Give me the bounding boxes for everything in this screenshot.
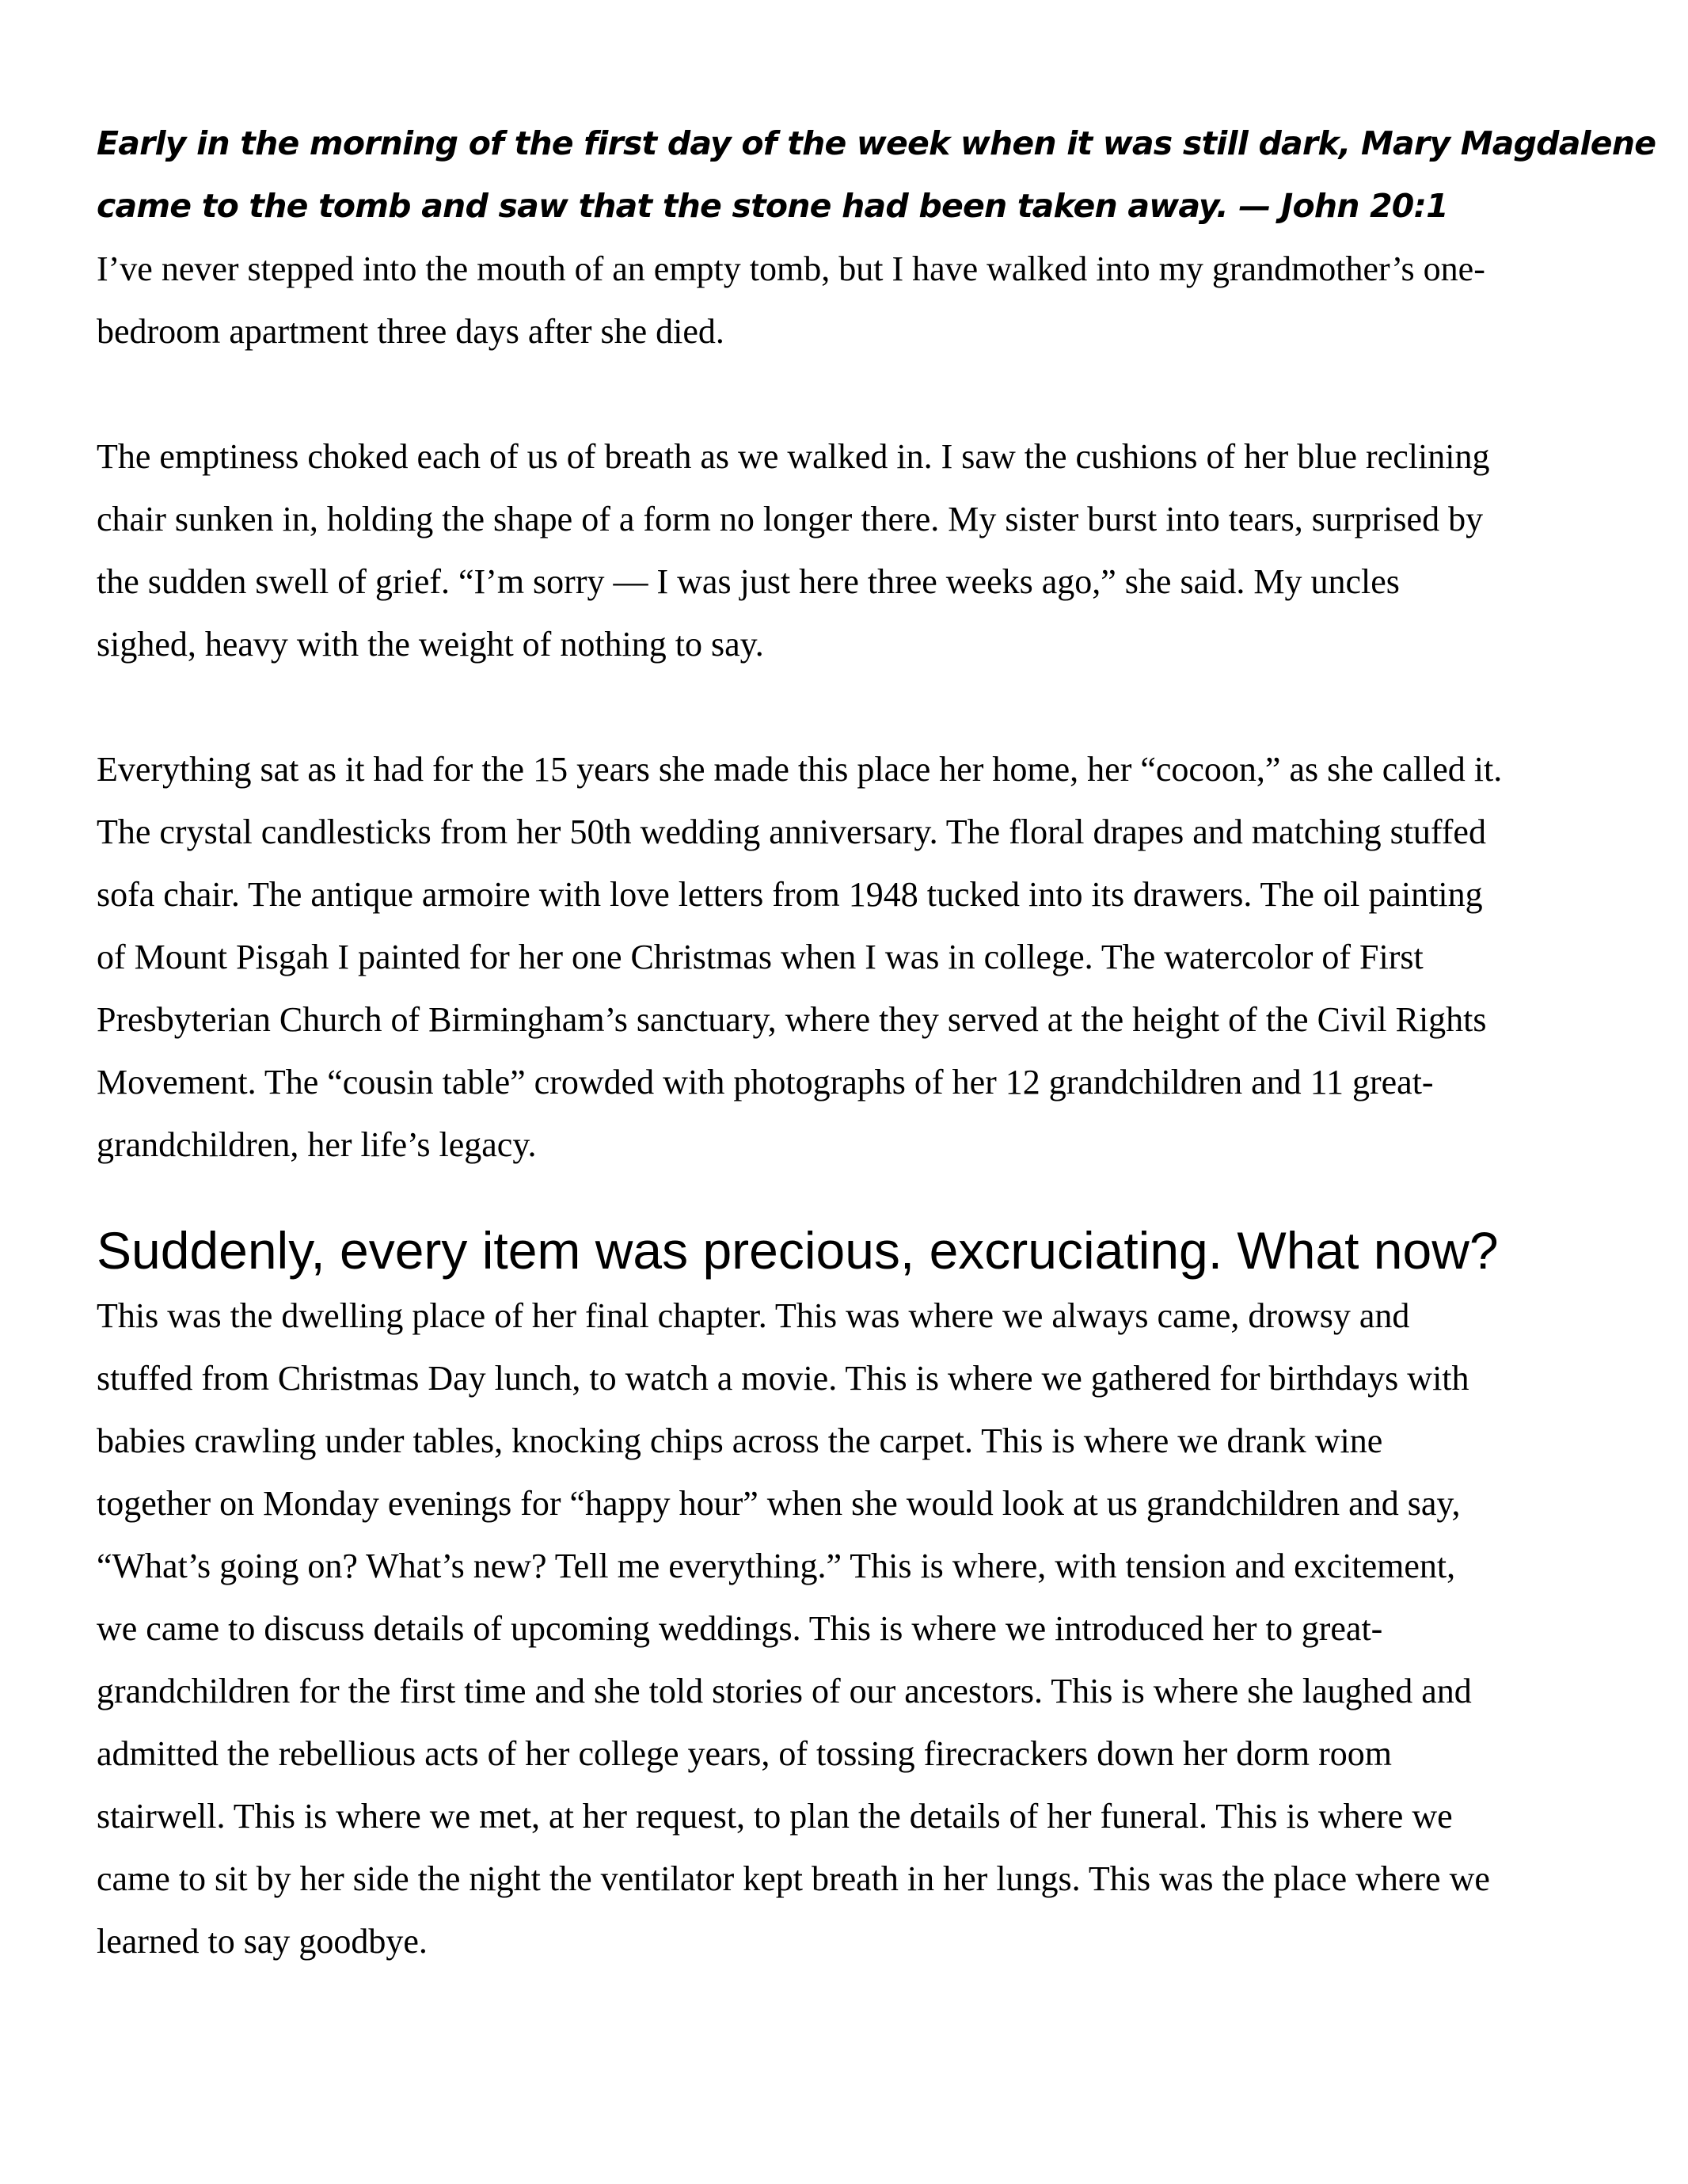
epigraph-line: came to the tomb and saw that the stone had been taken away. — John 20:1 bbox=[97, 187, 1448, 225]
text-line: admitted the rebellious acts of her college years, of tossing firecrackers down her dorm room bbox=[97, 1734, 1392, 1773]
paragraph-dwelling-place bbox=[97, 1284, 1601, 1973]
text-line: learned to say goodbye. bbox=[97, 1922, 428, 1961]
text-line: of Mount Pisgah I painted for her one Christmas when I was in college. The watercolor of First bbox=[97, 938, 1424, 976]
text-line: sighed, heavy with the weight of nothing to say. bbox=[97, 625, 764, 664]
text-line: Presbyterian Church of Birmingham’s sanctuary, where they served at the height of the Civil Rights bbox=[97, 1000, 1487, 1039]
text-line: Everything sat as it had for the 15 years she made this place her home, her “cocoon,” as she called it. bbox=[97, 750, 1503, 789]
text-line: together on Monday evenings for “happy hour” when she would look at us grandchildren and say, bbox=[97, 1484, 1461, 1523]
text-line: The emptiness choked each of us of breath as we walked in. I saw the cushions of her blue reclining bbox=[97, 437, 1490, 476]
section-heading: Suddenly, every item was precious, excruciating. What now? bbox=[97, 1221, 1499, 1280]
text-line: sofa chair. The antique armoire with love letters from 1948 tucked into its drawers. The oil painting bbox=[97, 875, 1483, 914]
document-content bbox=[97, 112, 1656, 1973]
text-line: we came to discuss details of upcoming weddings. This is where we introduced her to great- bbox=[97, 1609, 1383, 1648]
text-line: babies crawling under tables, knocking chips across the carpet. This is where we drank wine bbox=[97, 1421, 1383, 1460]
text-line: “What’s going on? What’s new? Tell me everything.” This is where, with tension and excitement, bbox=[97, 1547, 1456, 1585]
text-line: Movement. The “cousin table” crowded with photographs of her 12 grandchildren and 11 great- bbox=[97, 1063, 1434, 1102]
paragraph-emptiness bbox=[97, 425, 1601, 675]
text-line: grandchildren, her life’s legacy. bbox=[97, 1125, 537, 1164]
text-line: grandchildren for the first time and she told stories of our ancestors. This is where she laughed and bbox=[97, 1672, 1472, 1710]
paragraph-spacer bbox=[97, 363, 1601, 425]
paragraph-spacer bbox=[97, 675, 1601, 738]
text-line: I’ve never stepped into the mouth of an empty tomb, but I have walked into my grandmother’s one- bbox=[97, 249, 1485, 288]
text-line: stuffed from Christmas Day lunch, to watch a movie. This is where we gathered for birthdays with bbox=[97, 1359, 1469, 1398]
scripture-epigraph bbox=[97, 112, 1656, 238]
text-line: This was the dwelling place of her final chapter. This was where we always came, drowsy and bbox=[97, 1296, 1410, 1335]
paragraph-intro bbox=[97, 238, 1601, 363]
text-line: the sudden swell of grief. “I’m sorry — I was just here three weeks ago,” she said. My uncles bbox=[97, 562, 1400, 601]
text-line: stairwell. This is where we met, at her request, to plan the details of her funeral. This is where we bbox=[97, 1797, 1453, 1836]
text-line: came to sit by her side the night the ventilator kept breath in her lungs. This was the place where we bbox=[97, 1859, 1490, 1898]
text-line: The crystal candlesticks from her 50th wedding anniversary. The floral drapes and matching stuffed bbox=[97, 812, 1486, 851]
paragraph-everything bbox=[97, 738, 1601, 1176]
text-line: bedroom apartment three days after she died. bbox=[97, 312, 724, 351]
epigraph-line: Early in the morning of the first day of the week when it was still dark, Mary Magdalene bbox=[97, 124, 1656, 162]
text-line: chair sunken in, holding the shape of a form no longer there. My sister burst into tears, surprised by bbox=[97, 500, 1484, 538]
